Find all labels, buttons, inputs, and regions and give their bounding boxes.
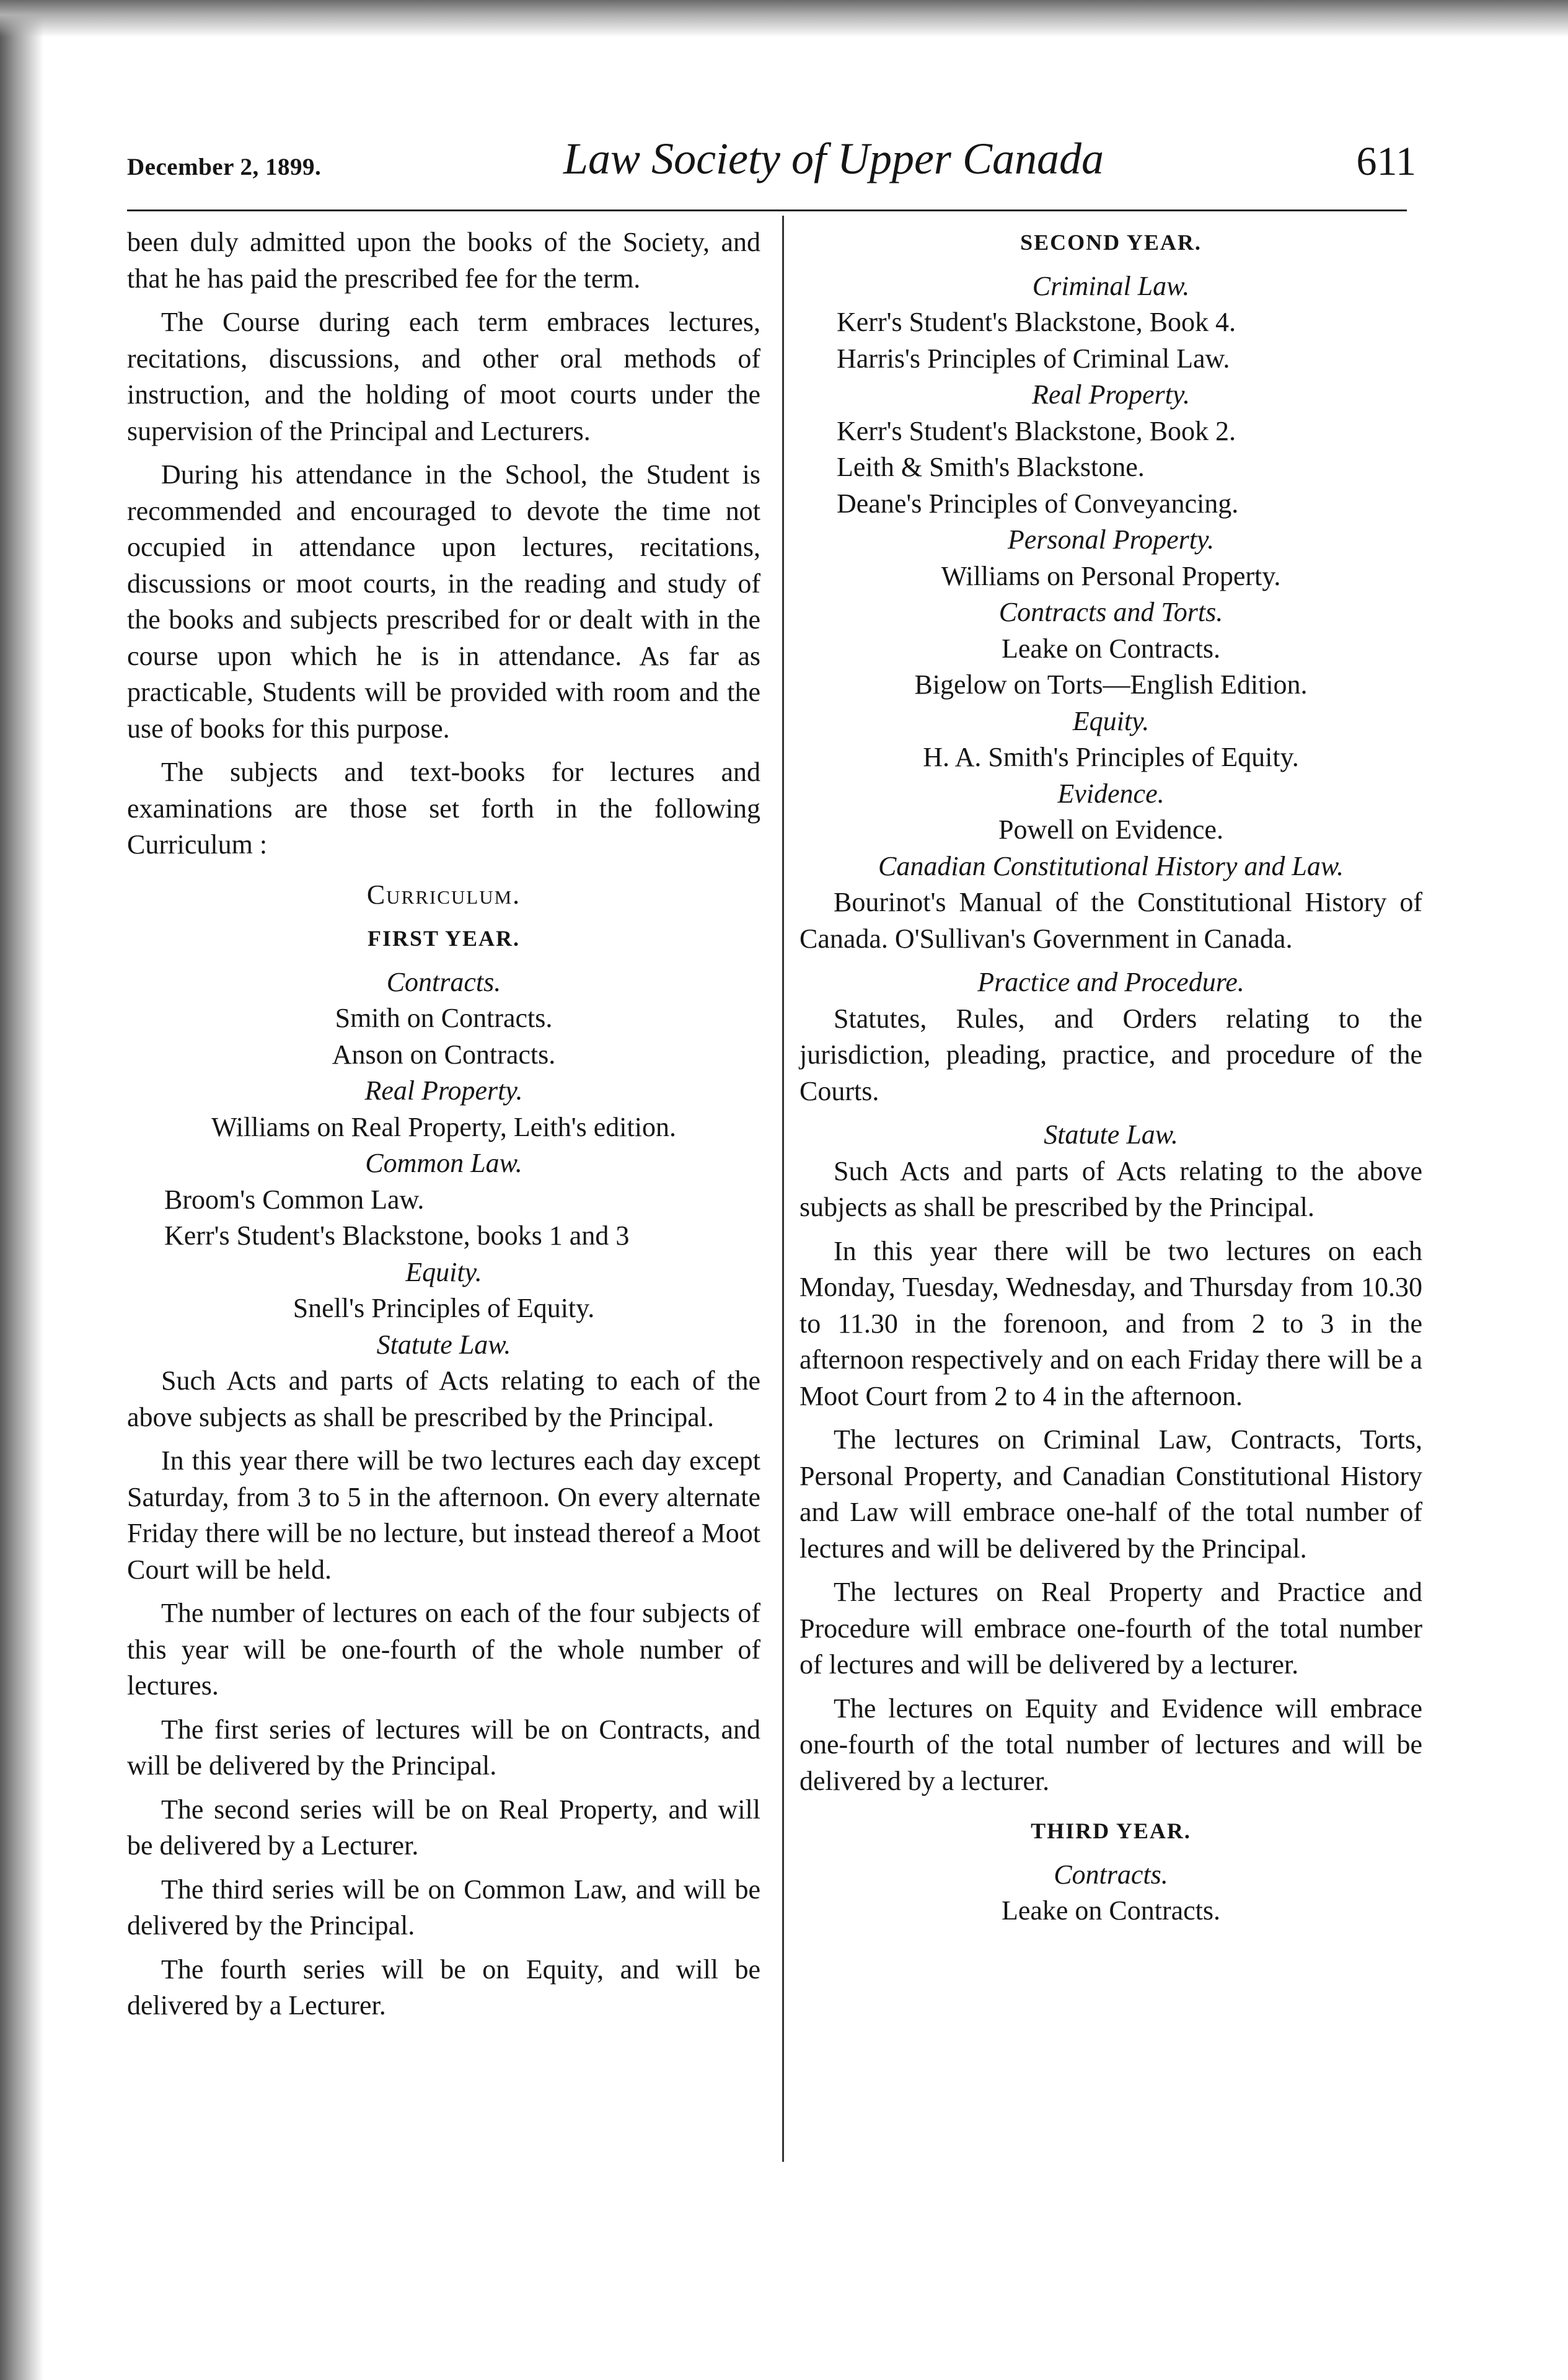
paragraph: During his attendance in the School, the Student is recommended and encouraged to devote the time not occupied in attendance upon lectures, recitations, discussions or moot courts, in the reading and study of the books and subjects prescribed for or dealt with in the course upon which he is in attendance. As far as practicable, Students will be provided with room and the use of books for this purpose. (127, 459, 760, 744)
subject-heading: Contracts. (386, 966, 501, 997)
text-book: Anson on Contracts. (332, 1039, 556, 1070)
paragraph: Such Acts and parts of Acts relating to each of the above subjects as shall be prescribed by the Principal. (127, 1365, 760, 1432)
paragraph: The subjects and text-books for lectures and examinations are those set forth in the following Curriculum : (127, 757, 760, 860)
text-book: Snell's Principles of Equity. (293, 1293, 595, 1323)
left-column (127, 224, 760, 2024)
subject-heading: Common Law. (365, 1148, 522, 1178)
subject-heading: Statute Law. (1044, 1119, 1178, 1150)
paragraph: Bourinot's Manual of the Constitutional History of Canada. O'Sullivan's Government in Canada. (799, 887, 1422, 954)
paragraph: The second series will be on Real Property, and will be delivered by a Lecturer. (127, 1794, 760, 1861)
scan-edge-top (0, 0, 1568, 37)
scan-edge-left (0, 0, 43, 2380)
subject-heading: Criminal Law. (1032, 270, 1190, 301)
subject-heading: Practice and Procedure. (977, 967, 1244, 997)
paragraph: In this year there will be two lectures each day except Saturday, from 3 to 5 in the afternoon. On every alternate Friday there will be no lecture, but instead thereof a Moot Court will be held. (127, 1445, 760, 1585)
subject-heading: Equity. (405, 1256, 482, 1287)
paragraph: The fourth series will be on Equity, and will be delivered by a Lecturer. (127, 1954, 760, 2021)
text-book: Kerr's Student's Blackstone, Book 4. (837, 307, 1236, 337)
running-head (127, 133, 1416, 201)
column-divider (782, 216, 784, 2162)
curriculum-heading: Curriculum. (366, 879, 521, 910)
subject-heading: Personal Property. (1007, 524, 1215, 555)
page-number: 611 (1356, 139, 1416, 184)
header-rule (127, 209, 1407, 211)
first-year-heading: FIRST YEAR. (367, 926, 521, 951)
paragraph: The number of lectures on each of the four subjects of this year will be one-fourth of the whole number of lectures. (127, 1598, 760, 1701)
text-book: Deane's Principles of Conveyancing. (837, 488, 1239, 519)
paragraph: In this year there will be two lectures on each Monday, Tuesday, Wednesday, and Thursday from 10.30 to 11.30 in the forenoon, and from 2 to 3 in the afternoon respectively and on each Friday there will be a Moot Court from 2 to 4 in the afternoon. (799, 1235, 1422, 1411)
subject-heading: Equity. (1072, 705, 1150, 736)
paragraph: The third series will be on Common Law, and will be delivered by the Principal. (127, 1874, 760, 1941)
paragraph: The lectures on Equity and Evidence will embrace one-fourth of the total number of lectures and will be delivered by a lecturer. (799, 1693, 1422, 1796)
subject-heading: Contracts and Torts. (998, 597, 1223, 627)
text-book: Kerr's Student's Blackstone, Book 2. (837, 415, 1236, 446)
paragraph: The Course during each term embraces lectures, recitations, discussions, and other oral methods of instruction, and the holding of moot courts under the supervision of the Principal and Lecturers. (127, 307, 760, 446)
text-book: Williams on Real Property, Leith's edition. (211, 1111, 676, 1142)
paragraph: been duly admitted upon the books of the Society, and that he has paid the prescribed fee for the term. (127, 227, 760, 294)
subject-heading: Canadian Constitutional History and Law. (878, 850, 1344, 881)
subject-heading: Real Property. (1032, 379, 1190, 410)
subject-heading: Statute Law. (376, 1329, 511, 1360)
text-book: Bigelow on Torts—English Edition. (914, 669, 1308, 700)
text-book: Leake on Contracts. (1001, 1895, 1221, 1926)
text-book: Broom's Common Law. (164, 1184, 425, 1215)
text-book: H. A. Smith's Principles of Equity. (923, 742, 1299, 772)
paragraph: The lectures on Criminal Law, Contracts, Torts, Personal Property, and Canadian Constitutional History and Law will embrace one-half of the total number of lectures and will be delivered by the Principal. (799, 1424, 1422, 1564)
text-book: Leith & Smith's Blackstone. (837, 452, 1145, 482)
paragraph: Statutes, Rules, and Orders relating to the jurisdiction, pleading, practice, and procedure of the Courts. (799, 1003, 1422, 1106)
paragraph: The first series of lectures will be on Contracts, and will be delivered by the Principal. (127, 1714, 760, 1781)
paragraph: The lectures on Real Property and Practice and Procedure will embrace one-fourth of the total number of lectures and will be delivered by a lecturer. (799, 1577, 1422, 1680)
header-date: December 2, 1899. (127, 154, 322, 180)
subject-heading: Real Property. (364, 1075, 523, 1106)
subject-heading: Contracts. (1054, 1859, 1168, 1890)
subject-heading: Evidence. (1057, 778, 1165, 809)
text-book: Kerr's Student's Blackstone, books 1 and 3 (164, 1220, 630, 1251)
header-title: Law Society of Upper Canada (563, 134, 1104, 183)
right-column (799, 224, 1422, 1929)
text-book: Williams on Personal Property. (941, 560, 1281, 591)
text-book: Smith on Contracts. (335, 1003, 553, 1033)
second-year-heading: SECOND YEAR. (1020, 230, 1202, 255)
text-book: Harris's Principles of Criminal Law. (837, 343, 1230, 374)
paragraph: Such Acts and parts of Acts relating to the above subjects as shall be prescribed by the Principal. (799, 1155, 1422, 1222)
text-book: Leake on Contracts. (1001, 633, 1221, 664)
text-book: Powell on Evidence. (998, 814, 1223, 845)
third-year-heading: THIRD YEAR. (1031, 1818, 1191, 1843)
